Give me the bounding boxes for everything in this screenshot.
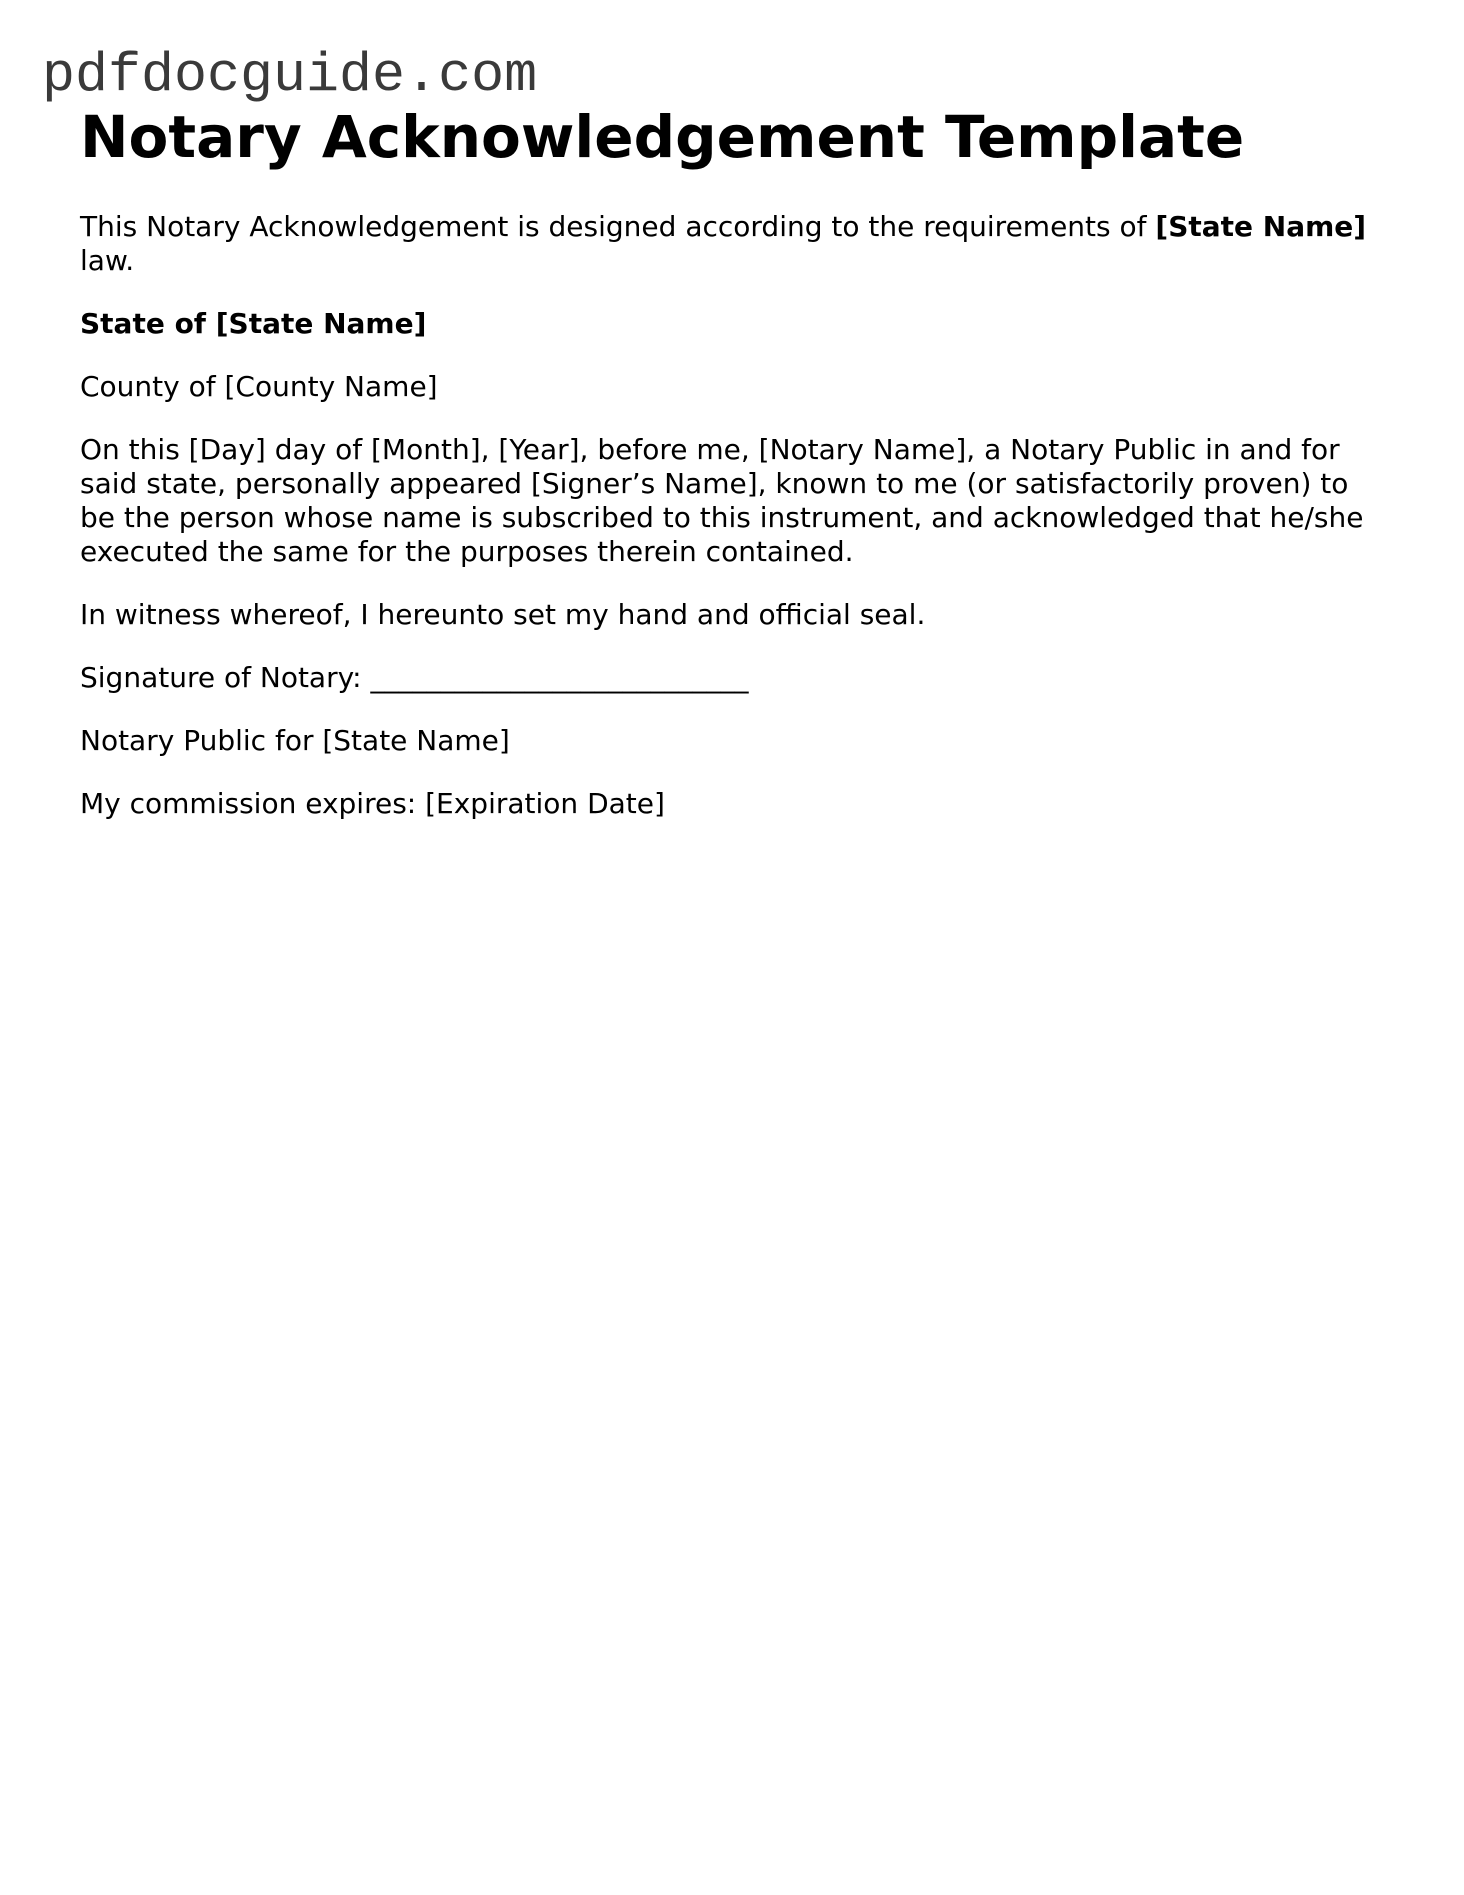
acknowledgement-paragraph: On this [Day] day of [Month], [Year], before me, [Notary Name], a Notary Public in and for said state, personally appeared [Signer’s Name], known to me (or satisfactorily proven) to be the person whose name is subscribed to this instrument, and acknowledged that he/she executed the same for the purposes therein contained. — [80, 433, 1364, 568]
signature-line: Signature of Notary: ___________________________ — [80, 661, 749, 694]
intro-paragraph — [80, 210, 1380, 278]
document-body — [80, 102, 1380, 850]
commission-line: My commission expires: [Expiration Date] — [80, 787, 665, 820]
watermark-logo: pdfdocguide.com — [42, 44, 538, 107]
notary-public-line: Notary Public for [State Name] — [80, 724, 510, 757]
county-line: County of [County Name] — [80, 370, 438, 403]
witness-line: In witness whereof, I hereunto set my hand and official seal. — [80, 598, 926, 631]
intro-text-after: law. — [80, 244, 135, 277]
page-title: Notary Acknowledgement Template — [80, 103, 1245, 171]
intro-text-before: This Notary Acknowledgement is designed according to the requirements of — [80, 210, 1156, 243]
state-line: State of [State Name] — [80, 307, 427, 340]
intro-state-name: [State Name] — [1155, 210, 1367, 243]
